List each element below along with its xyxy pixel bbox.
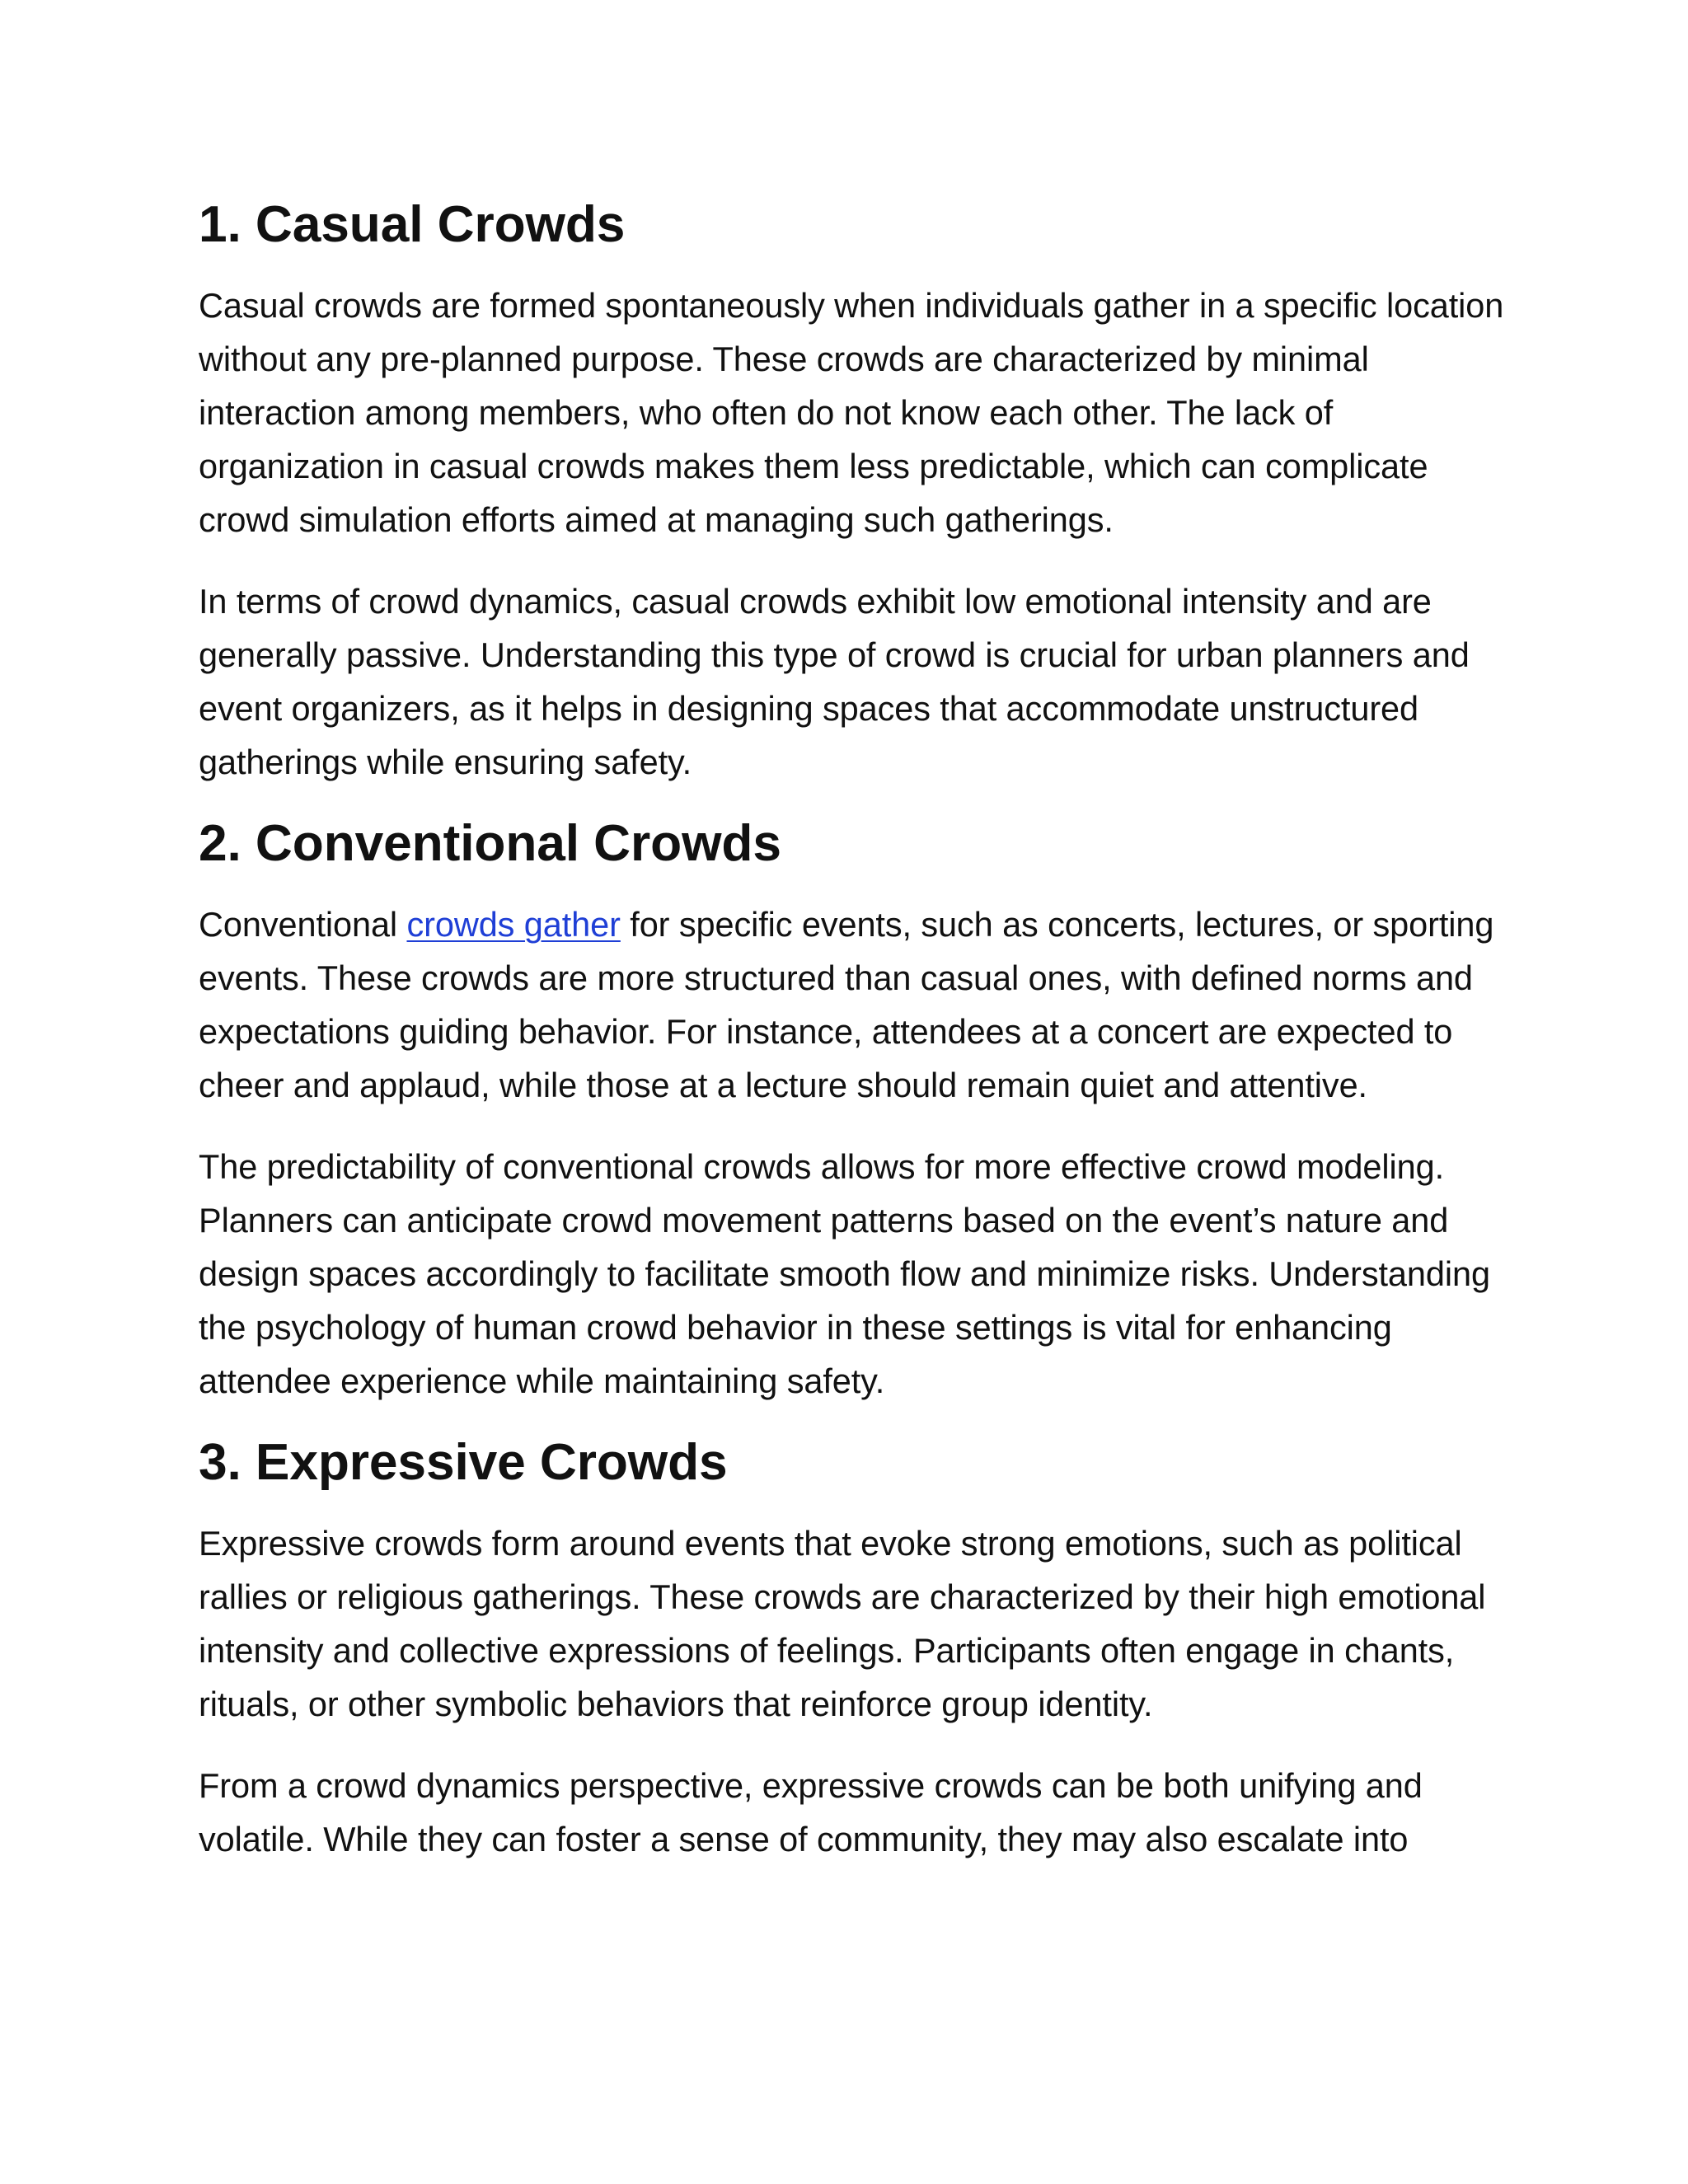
paragraph: Casual crowds are formed spontaneously when individuals gather in a specific location without any pre-planned purpose. These crowds are characterized by minimal interaction among members, who often do not know each other. The lack of organization in casual crowds makes them less predictable, which can complicate crowd simulation efforts aimed at managing such gatherings. [199, 286, 1504, 539]
section-heading-conventional-crowds: 2. Conventional Crowds [199, 815, 781, 872]
paragraph: Expressive crowds form around events that evoke strong emotions, such as political rallies or religious gatherings. These crowds are characterized by their high emotional intensity and collective expressions of feelings. Participants often engage in chants, rituals, or other symbolic behaviors that reinforce group identity. [199, 1524, 1486, 1723]
paragraph-with-link [199, 898, 1517, 1112]
paragraph: In terms of crowd dynamics, casual crowds exhibit low emotional intensity and are generally passive. Understanding this type of crowd is crucial for urban planners and event organizers, as it helps in designing spaces that accommodate unstructured gatherings while ensuring safety. [199, 582, 1470, 781]
section-heading-casual-crowds: 1. Casual Crowds [199, 196, 626, 253]
document-body [199, 198, 1517, 1866]
paragraph: The predictability of conventional crowds allows for more effective crowd modeling. Planners can anticipate crowd movement patterns based on the event’s nature and design spaces accordingly to facilitate smooth flow and minimize risks. Understanding the psychology of human crowd behavior in these settings is vital for enhancing attendee experience while maintaining safety. [199, 1147, 1490, 1400]
paragraph-text: Conventional [199, 905, 407, 944]
section-heading-expressive-crowds: 3. Expressive Crowds [199, 1434, 728, 1491]
crowds-gather-link[interactable]: crowds gather [406, 905, 621, 944]
paragraph-text: for specific events, such as concerts, lectures, or sporting events. These crowds are more structured than casual ones, with defined norms and expectations guiding behavior. For instance, attendees at a concert are expected to cheer and applaud, while those at a lecture should remain quiet and attentive. [199, 905, 1494, 1104]
paragraph: From a crowd dynamics perspective, expressive crowds can be both unifying and volatile. While they can foster a sense of community, they may also escalate into [199, 1766, 1423, 1858]
